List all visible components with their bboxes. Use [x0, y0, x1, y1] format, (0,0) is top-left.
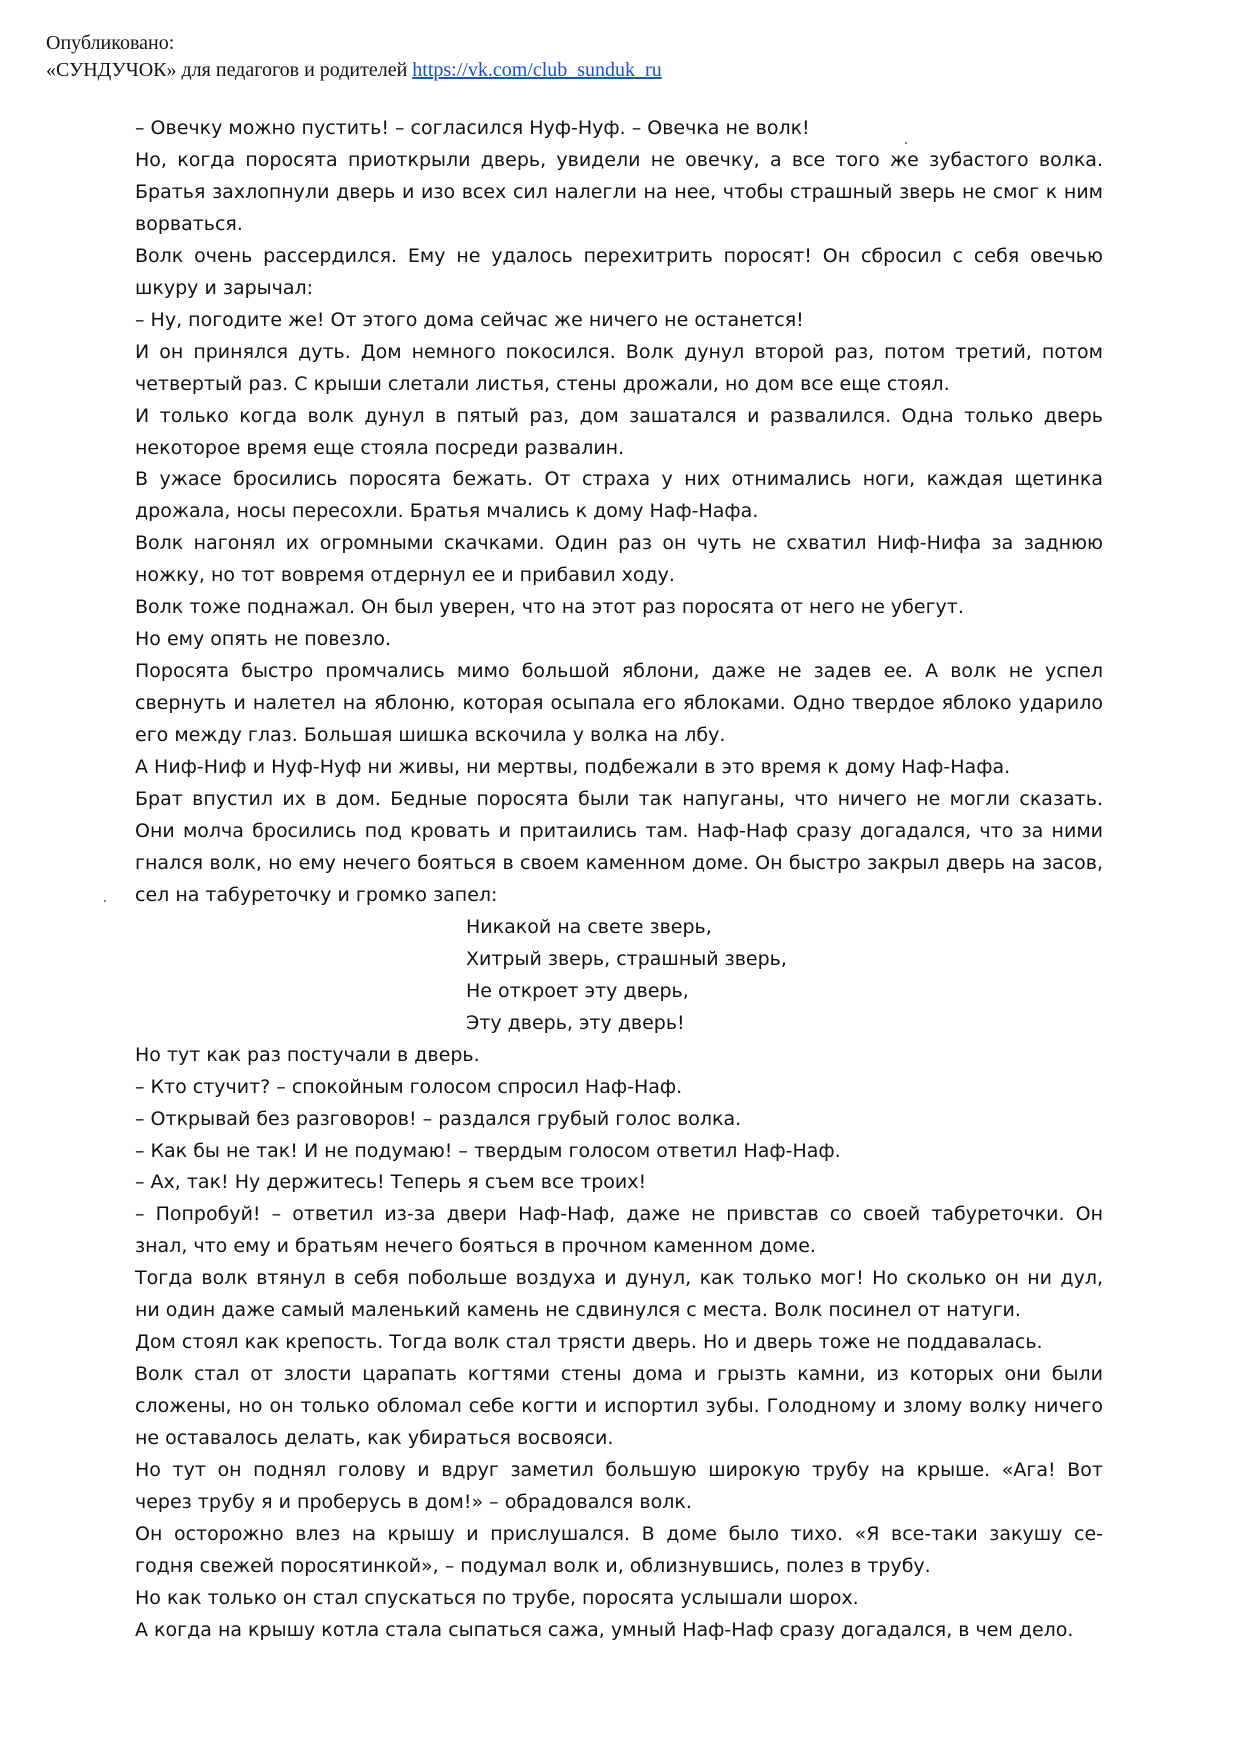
poem-line: Хитрый зверь, страшный зверь, — [466, 947, 787, 970]
paragraph — [43, 1104, 1103, 1136]
text-line: сложены, но он только обломал себе когти и испортил зубы. Голодному и злому волку ничего — [135, 1395, 1103, 1418]
text-line: А когда на крышу котла стала сыпаться сажа, умный Наф-Наф сразу догадался, в чем дело. — [135, 1618, 1074, 1641]
text-line: В ужасе бросились поросята бежать. От страха у них отнимались ноги, каждая щетинка — [135, 468, 1103, 491]
paragraph — [43, 305, 1103, 337]
text-line: знал, что ему и братьям нечего бояться в прочном каменном доме. — [135, 1235, 816, 1258]
paragraphs-after-poem — [43, 1040, 1103, 1647]
text-line: – Кто стучит? – спокойным голосом спросил Наф-Наф. — [135, 1075, 683, 1098]
text-line: Волк нагонял их огромными скачками. Один раз он чуть не схватил Ниф-Нифа за заднюю — [135, 532, 1103, 555]
paragraph — [43, 1263, 1103, 1327]
text-line: Поросята быстро промчались мимо большой яблони, даже не задев ее. А волк не успел — [135, 660, 1103, 683]
paragraph — [43, 752, 1103, 784]
text-line: Но, когда поросята приоткрыли дверь, увидели не овечку, а все того же зубастого волка. — [135, 148, 1103, 171]
paragraph — [43, 1199, 1103, 1263]
text-line: Тогда волк втянул в себя побольше воздуха и дунул, как только мог! Но сколько он ни дул, — [135, 1267, 1103, 1290]
paragraph — [43, 1455, 1103, 1519]
text-line: Братья захлопнули дверь и изо всех сил налегли на нее, чтобы страшный зверь не смог к ним — [135, 180, 1103, 203]
paragraph — [43, 592, 1103, 624]
paragraph — [43, 145, 1103, 241]
paragraph — [43, 1136, 1103, 1168]
text-line: через трубу я и проберусь в дом!» – обрадовался волк. — [135, 1490, 692, 1513]
text-line: Они молча бросились под кровать и притаились там. Наф-Наф сразу догадался, что за ними — [135, 819, 1103, 842]
paragraph — [43, 401, 1103, 465]
text-line: Но тут как раз постучали в дверь. — [135, 1043, 480, 1066]
text-line: Волк очень рассердился. Ему не удалось перехитрить поросят! Он сбросил с себя овечью — [135, 244, 1103, 267]
text-line: – Овечку можно пустить! – согласился Нуф-Нуф. – Овечка не волк! — [135, 117, 810, 139]
text-line: его между глаз. Большая шишка вскочила у волка на лбу. — [135, 724, 726, 747]
text-line: – Ну, погодите же! От этого дома сейчас же ничего не останется! — [135, 308, 804, 331]
source-text: «СУНДУЧОК» для педагогов и родителей — [46, 59, 413, 81]
source-link[interactable]: https://vk.com/club_sunduk_ru — [412, 59, 662, 81]
text-line: годня свежей поросятинкой», – подумал волк и, облизнувшись, полез в трубу. — [135, 1554, 931, 1577]
poem-line: Эту дверь, эту дверь! — [466, 1011, 685, 1034]
scan-speck — [905, 142, 907, 144]
text-line: И он принялся дуть. Дом немного покосился. Волк дунул второй раз, потом третий, потом — [135, 340, 1103, 363]
published-label: Опубликовано: — [46, 32, 175, 54]
text-line: свернуть и налетел на яблоню, которая осыпала его яблоками. Одно твердое яблоко ударило — [135, 692, 1103, 715]
poem — [43, 912, 1103, 1040]
poem-line: Никакой на свете зверь, — [466, 915, 712, 938]
text-line: – Открывай без разговоров! – раздался грубый голос волка. — [135, 1107, 742, 1130]
text-line: ни один даже самый маленький камень не сдвинулся с места. Волк посинел от натуги. — [135, 1299, 1021, 1322]
text-line: А Ниф-Ниф и Нуф-Нуф ни живы, ни мертвы, подбежали в это время к дому Наф-Нафа. — [135, 756, 1011, 779]
paragraph — [43, 1615, 1103, 1647]
paragraph — [43, 464, 1103, 528]
text-line: не оставалось делать, как убираться восвояси. — [135, 1427, 614, 1450]
paragraph — [43, 624, 1103, 656]
text-line: Брат впустил их в дом. Бедные поросята были так напуганы, что ничего не могли сказать. — [135, 788, 1103, 811]
text-line: Дом стоял как крепость. Тогда волк стал трясти дверь. Но и дверь тоже не поддавалась. — [135, 1331, 1043, 1354]
paragraph — [43, 1040, 1103, 1072]
paragraph — [43, 656, 1103, 752]
paragraph — [43, 1583, 1103, 1615]
publication-header — [46, 30, 662, 84]
text-line: – Ах, так! Ну держитесь! Теперь я съем все троих! — [135, 1171, 647, 1194]
paragraph — [43, 241, 1103, 305]
scan-speck — [104, 900, 106, 902]
text-line: шкуру и зарычал: — [135, 276, 314, 299]
text-line: И только когда волк дунул в пятый раз, дом зашатался и развалился. Одна только дверь — [135, 404, 1103, 427]
text-line: дрожала, носы пересохли. Братья мчались к дому Наф-Нафа. — [135, 500, 759, 523]
paragraphs-before-poem — [43, 113, 1103, 912]
text-line: ворваться. — [135, 212, 243, 235]
text-line: Волк тоже поднажал. Он был уверен, что на этот раз поросята от него не убегут. — [135, 596, 964, 619]
text-line: ножку, но тот вовремя отдернул ее и прибавил ходу. — [135, 564, 675, 587]
text-line: Но тут он поднял голову и вдруг заметил большую широкую трубу на крыше. «Ага! Вот — [135, 1459, 1103, 1482]
text-line: Он осторожно влез на крышу и прислушался. В доме было тихо. «Я все-таки закушу се- — [135, 1522, 1103, 1545]
text-line: сел на табуреточку и громко запел: — [135, 883, 498, 906]
story-text — [43, 113, 1103, 1647]
text-line: Но ему опять не повезло. — [135, 628, 392, 651]
paragraph — [43, 784, 1103, 912]
paragraph — [43, 1359, 1103, 1455]
text-line: Но как только он стал спускаться по трубе, поросята услышали шорох. — [135, 1586, 859, 1609]
text-line: Волк стал от злости царапать когтями стены дома и грызть камни, из которых они были — [135, 1363, 1103, 1386]
text-line: гнался волк, но ему нечего бояться в своем каменном доме. Он быстро закрыл дверь на засов, — [135, 851, 1103, 874]
text-line: некоторое время еще стояла посреди развалин. — [135, 436, 625, 459]
paragraph — [43, 1072, 1103, 1104]
paragraph — [43, 528, 1103, 592]
text-line: – Как бы не так! И не подумаю! – твердым голосом ответил Наф-Наф. — [135, 1139, 841, 1162]
paragraph — [43, 337, 1103, 401]
text-line: – Попробуй! – ответил из-за двери Наф-Наф, даже не привстав со своей табуреточки. Он — [135, 1203, 1103, 1226]
source-line — [46, 57, 662, 84]
paragraph — [43, 1167, 1103, 1199]
poem-line: Не откроет эту дверь, — [466, 979, 689, 1002]
paragraph — [43, 1519, 1103, 1583]
text-line: четвертый раз. С крыши слетали листья, стены дрожали, но дом все еще стоял. — [135, 372, 950, 395]
paragraph — [43, 113, 1103, 145]
paragraph — [43, 1327, 1103, 1359]
